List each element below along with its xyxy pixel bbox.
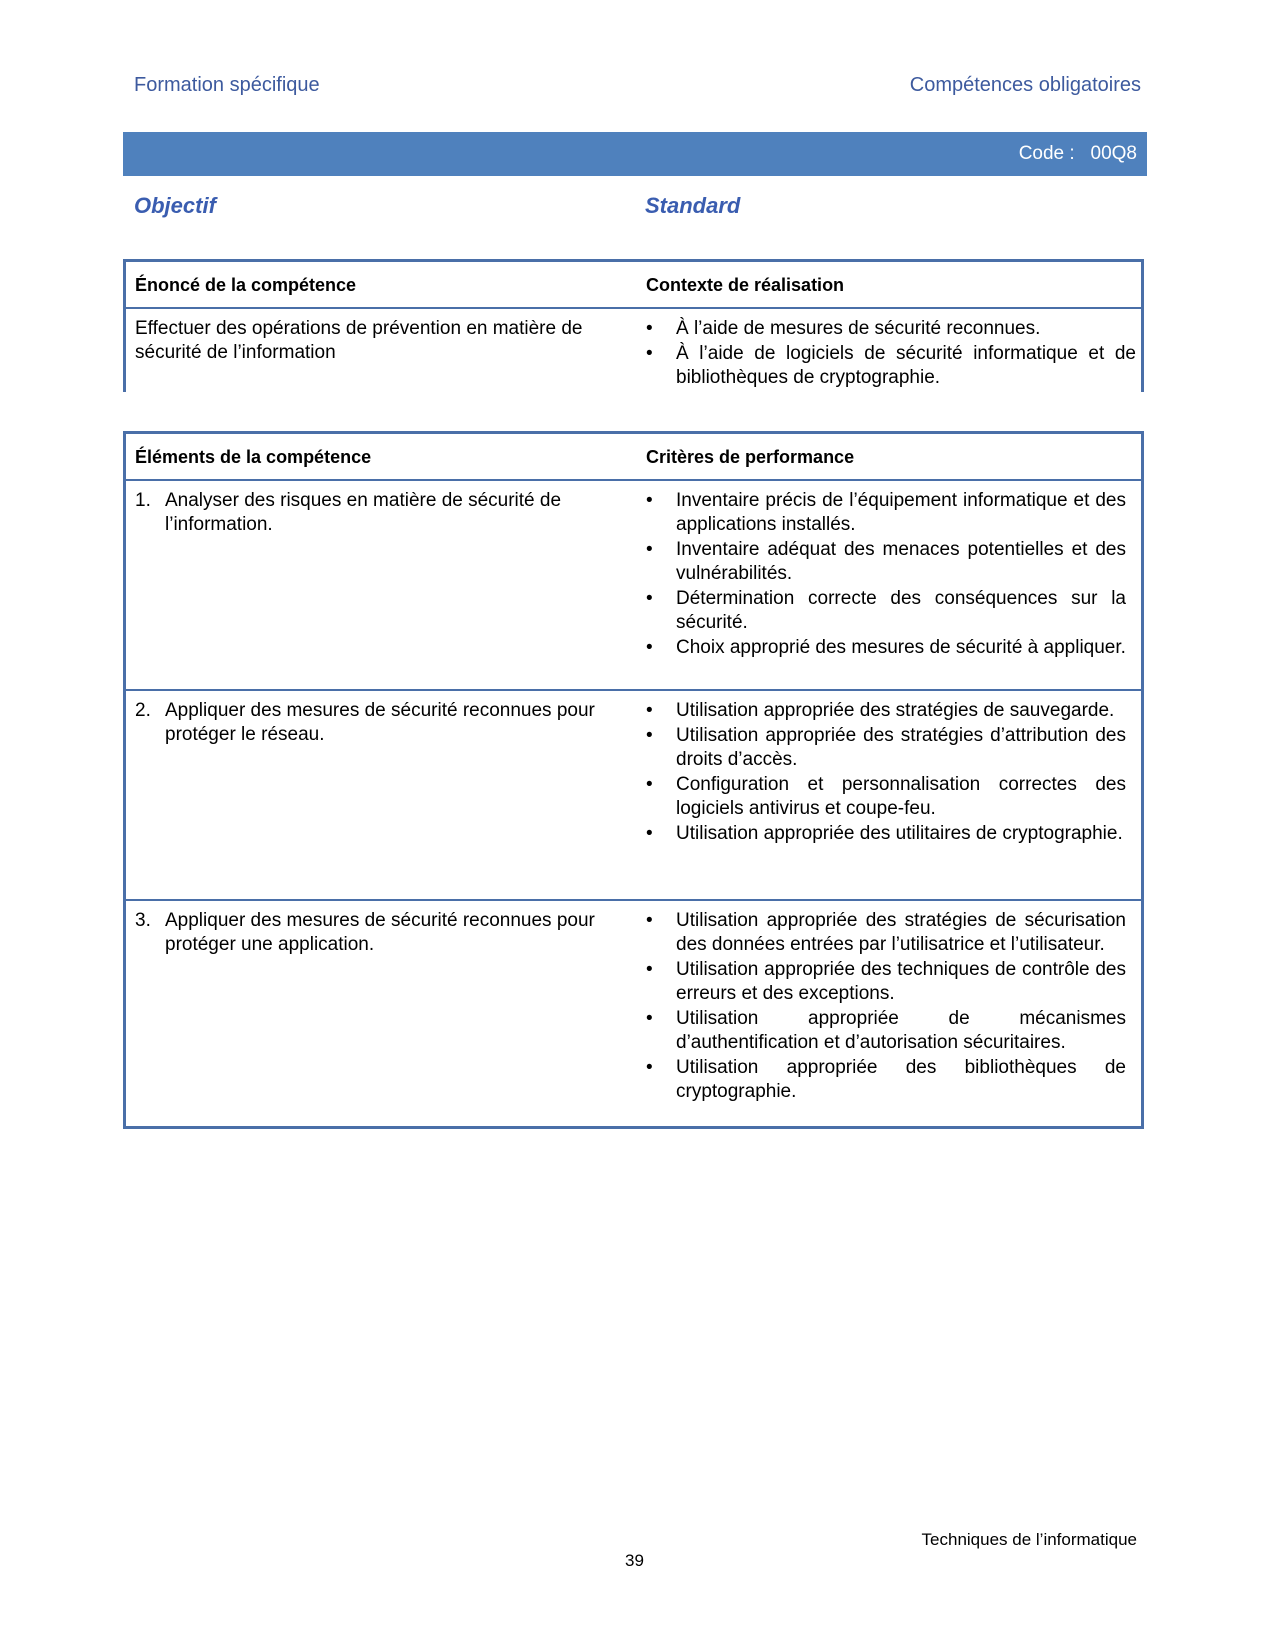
bullet-icon: • bbox=[646, 1008, 653, 1029]
table-row bbox=[126, 691, 1141, 901]
col-header-statement: Énoncé de la compétence bbox=[135, 275, 357, 295]
elements-table bbox=[123, 431, 1144, 1129]
bullet-icon: • bbox=[646, 725, 653, 746]
bullet-icon: • bbox=[646, 490, 653, 511]
bullet-icon: • bbox=[646, 318, 653, 339]
bullet-icon: • bbox=[646, 959, 653, 980]
element-1 bbox=[135, 489, 605, 537]
element-number: 2. bbox=[135, 700, 151, 721]
col-header-criteria: Critères de performance bbox=[646, 447, 855, 467]
list-item: • Choix approprié des mesures de sécurité à appliquer. bbox=[646, 637, 1126, 658]
section-standard: Standard bbox=[645, 193, 741, 218]
list-item: • Utilisation appropriée des stratégies de sauvegarde. bbox=[646, 700, 1115, 721]
list-item: • Utilisation appropriée des bibliothèques de cryptographie. bbox=[646, 1057, 1126, 1102]
bullet-icon: • bbox=[646, 1057, 653, 1078]
bullet-icon: • bbox=[646, 700, 653, 721]
criteria-list bbox=[646, 699, 1126, 847]
element-2 bbox=[135, 699, 605, 747]
criteria-list bbox=[646, 489, 1126, 661]
element-number: 3. bbox=[135, 910, 151, 931]
bullet-icon: • bbox=[646, 910, 653, 931]
competency-statement: Effectuer des opérations de prévention en matière de sécurité de l’information bbox=[135, 318, 583, 363]
header-category: Compétences obligatoires bbox=[909, 74, 1141, 96]
bullet-icon: • bbox=[646, 774, 653, 795]
section-objective: Objectif bbox=[134, 193, 216, 218]
list-item: • Utilisation appropriée des stratégies d’attribution des droits d’accès. bbox=[646, 725, 1126, 770]
col-header-elements: Éléments de la compétence bbox=[135, 447, 372, 467]
code-bar bbox=[123, 132, 1147, 176]
bullet-icon: • bbox=[646, 823, 653, 844]
footer-program-title: Techniques de l’informatique bbox=[921, 1530, 1137, 1549]
list-item: • Utilisation appropriée des stratégies de sécurisation des données entrées par l’utilisatrice et l’utilisateur. bbox=[646, 910, 1126, 955]
elements-table-header bbox=[126, 434, 1141, 481]
element-3 bbox=[135, 909, 605, 957]
list-item: • Inventaire précis de l’équipement informatique et des applications installés. bbox=[646, 490, 1126, 535]
table-row bbox=[126, 901, 1141, 1131]
page-number: 39 bbox=[625, 1551, 644, 1570]
element-text: Appliquer des mesures de sécurité reconnues pour protéger le réseau. bbox=[165, 700, 595, 745]
statement-table-header bbox=[126, 262, 1141, 309]
bullet-icon: • bbox=[646, 588, 653, 609]
table-row bbox=[126, 481, 1141, 691]
competency-code: Code : 00Q8 bbox=[1018, 143, 1137, 164]
criteria-list bbox=[646, 909, 1126, 1105]
list-item: • À l’aide de mesures de sécurité reconnues. bbox=[646, 318, 1041, 339]
list-item: • Utilisation appropriée des techniques de contrôle des erreurs et des exceptions. bbox=[646, 959, 1126, 1004]
col-header-context: Contexte de réalisation bbox=[646, 275, 845, 295]
list-item: • Configuration et personnalisation correctes des logiciels antivirus et coupe-feu. bbox=[646, 774, 1126, 819]
bullet-icon: • bbox=[646, 637, 653, 658]
element-number: 1. bbox=[135, 490, 151, 511]
bullet-icon: • bbox=[646, 539, 653, 560]
header-program: Formation spécifique bbox=[134, 74, 320, 96]
list-item: • À l’aide de logiciels de sécurité informatique et de bibliothèques de cryptographie. bbox=[646, 343, 1136, 388]
statement-table bbox=[123, 259, 1144, 392]
context-list bbox=[646, 317, 1136, 391]
bullet-icon: • bbox=[646, 343, 653, 364]
list-item: • Détermination correcte des conséquences sur la sécurité. bbox=[646, 588, 1126, 633]
element-text: Appliquer des mesures de sécurité reconnues pour protéger une application. bbox=[165, 910, 595, 955]
list-item: • Utilisation appropriée des utilitaires de cryptographie. bbox=[646, 823, 1123, 844]
list-item: • Utilisation appropriée de mécanismes d’authentification et d’autorisation sécuritaires. bbox=[646, 1008, 1126, 1053]
element-text: Analyser des risques en matière de sécurité de l’information. bbox=[165, 490, 562, 535]
list-item: • Inventaire adéquat des menaces potentielles et des vulnérabilités. bbox=[646, 539, 1126, 584]
